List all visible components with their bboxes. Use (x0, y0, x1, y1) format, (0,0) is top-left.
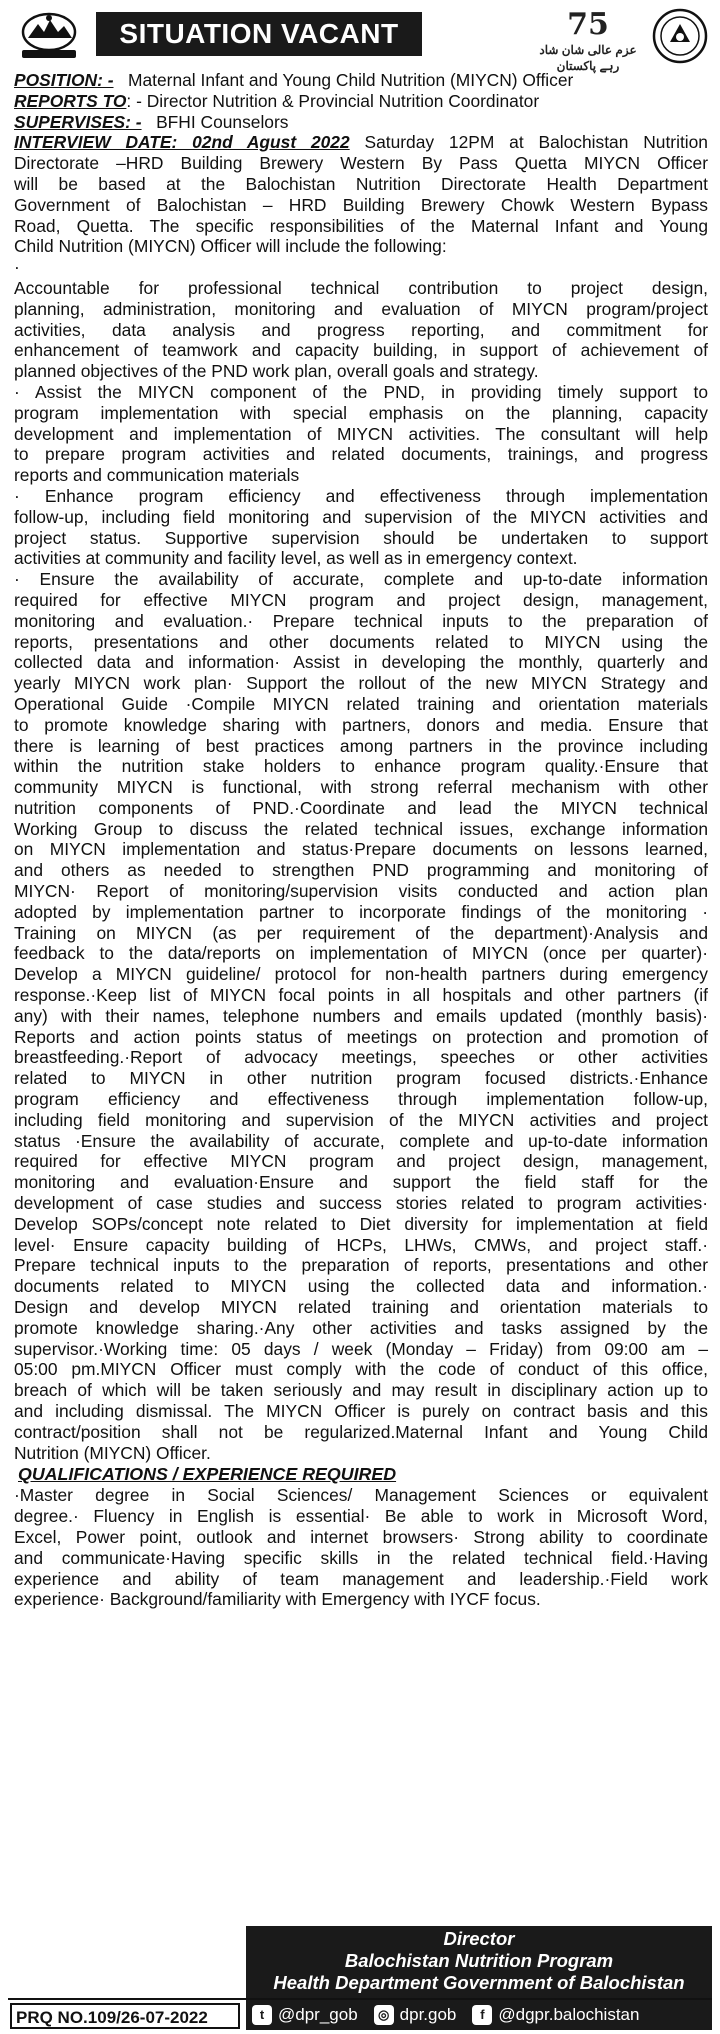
text-line: planned objectives of the PND work plan, overall goals and strategy. (14, 361, 539, 382)
text-line: breastfeeding.·Report of advocacy meetings, speeches or other activities (14, 1047, 708, 1068)
text-line: level· Ensure capacity building of HCPs, LHWs, CMWs, and project staff.· (14, 1234, 708, 1255)
supervises-label: SUPERVISES: - (14, 111, 142, 132)
text-line: Develop SOPs/concept note related to Diet diversity for implementation at field (14, 1213, 708, 1234)
facebook-icon: f (472, 2005, 492, 2025)
text-line: development and implementation of MIYCN activities. The consultant will help (14, 423, 708, 444)
prq-number: PRQ NO.109/26-07-2022 (10, 2003, 240, 2029)
logo-75-number: 75 (567, 7, 609, 42)
header (8, 6, 712, 73)
text-line: nutrition components of PND.·Coordinate and lead the MIYCN technical (14, 797, 708, 818)
text-line: reports and communication materials (14, 465, 300, 486)
interview-row (14, 132, 708, 153)
interview-date-label: INTERVIEW DATE: 02nd Agust 2022 (14, 132, 350, 153)
text-line: status ·Ensure the availability of accurate, complete and up-to-date information (14, 1130, 708, 1151)
text-line: Design and develop MIYCN related training and orientation materials to (14, 1297, 708, 1318)
position-row (14, 70, 708, 91)
advertisement-page (8, 6, 712, 2028)
text-line: Prepare technical inputs to the preparation of reports, presentations and other (14, 1255, 708, 1276)
text-line: Working Group to discuss the related technical issues, exchange information (14, 818, 708, 839)
text-line: any) with their names, telephone numbers and emails updated (monthly basis)· (14, 1005, 708, 1026)
text-line: activities at community and facility level, as well as in emergency context. (14, 548, 578, 569)
social-links (246, 2000, 712, 2030)
text-line: experience and ability of team management and leadership.·Field work (14, 1568, 708, 1589)
text-line: monitoring and evaluation·Ensure and support the field staff for the (14, 1172, 708, 1193)
text-line: MIYCN· Report of monitoring/supervision visits conducted and action plan (14, 881, 708, 902)
twitter-icon: t (252, 2005, 272, 2025)
text-line: within the nutrition stake holders to enhance program quality.·Ensure that (14, 756, 708, 777)
text-line: on MIYCN implementation and status·Prepare documents on lessons learned, (14, 839, 708, 860)
text-line: breach of which will be taken seriously and may result in disciplinary action up to (14, 1380, 708, 1401)
page-title: SITUATION VACANT (96, 12, 422, 56)
text-line: yearly MIYCN work plan· Support the rollout of the new MIYCN Strategy and (14, 673, 708, 694)
text-line: · Enhance program efficiency and effectiveness through implementation (14, 485, 708, 506)
responsibilities-text (14, 153, 708, 1463)
text-line: will be based at the Balochistan Nutrition Directorate Health Department (14, 173, 708, 194)
text-line: supervisor.·Working time: 05 days / week (Monday – Friday) from 09:00 am – (14, 1338, 708, 1359)
qualifications-heading: QUALIFICATIONS / EXPERIENCE REQUIRED (18, 1464, 397, 1485)
text-line: documents related to MIYCN using the collected data and information.· (14, 1276, 708, 1297)
text-line: 05:00 pm.MIYCN Officer must comply with the code of conduct of this office, (14, 1359, 708, 1380)
twitter-handle[interactable]: @dpr_gob (278, 2005, 358, 2024)
reports-to-label: REPORTS TO (14, 90, 127, 111)
supervises-value: BFHI Counselors (156, 111, 289, 132)
text-line: including field monitoring and supervision of the MIYCN activities and project (14, 1109, 708, 1130)
health-department-seal-icon (652, 8, 708, 64)
text-line: and others as needed to strengthen PND programming and monitoring of (14, 860, 708, 881)
signature-title: Director (443, 1928, 515, 1949)
footer (8, 1998, 712, 2030)
facebook-handle[interactable]: @dgpr.balochistan (498, 2005, 640, 2024)
text-line: Directorate –HRD Building Brewery Western By Pass Quetta MIYCN Officer (14, 153, 708, 174)
text-line: Operational Guide ·Compile MIYCN related training and orientation materials (14, 693, 708, 714)
text-line: and including dismissal. The MIYCN Officer is purely on contract basis and this (14, 1401, 708, 1421)
text-line: reports, presentations and other documents related to MIYCN using the (14, 631, 708, 652)
text-line: Develop a MIYCN guideline/ protocol for non-health partners during emergency (14, 964, 708, 985)
text-line: · (14, 257, 20, 278)
text-line: Government of Balochistan – HRD Building Brewery Chowk Western Bypass (14, 194, 708, 215)
text-line: · Ensure the availability of accurate, complete and up-to-date information (14, 569, 708, 590)
text-line: and communicate·Having specific skills in the related technical field.·Having (14, 1547, 708, 1568)
interview-details: Saturday 12PM at Balochistan Nutrition (349, 132, 708, 153)
text-line: feedback to the data/reports on implementation of MIYCN (once per quarter)· (14, 943, 708, 964)
text-line: · Assist the MIYCN component of the PND, in providing timely support to (14, 381, 708, 402)
pakistan-75-logo (528, 7, 648, 73)
text-line: experience· Background/familiarity with Emergency with IYCF focus. (14, 1589, 541, 1610)
text-line: adopted by implementation partner to incorporate findings of the monitoring · (14, 901, 708, 922)
logo-75-urdu-text: عزم عالی شان شاد رہے پاکستان (539, 43, 637, 73)
text-line: Training on MIYCN (as per requirement of the department)·Analysis and (14, 922, 708, 943)
position-label: POSITION: - (14, 70, 114, 90)
text-line: to prepare program activities and related documents, trainings, and progress (14, 444, 708, 465)
text-line: Excel, Power point, outlook and internet browsers· Strong ability to coordinate (14, 1526, 708, 1547)
text-line: contract/position shall not be regularized.Maternal Infant and Young Child (14, 1421, 708, 1442)
text-line: follow-up, including field monitoring and supervision of the MIYCN activities and (14, 506, 708, 527)
text-line: enhancement of teamwork and capacity building, in support of achievement of (14, 340, 708, 361)
text-line: Child Nutrition (MIYCN) Officer will include the following: (14, 236, 447, 257)
position-value: Maternal Infant and Young Child Nutrition (MIYCN) Officer (128, 70, 574, 90)
text-line: Reports and action points status of meetings on protection and promotion of (14, 1026, 708, 1047)
text-line: there is learning of best practices among partners in the province including (14, 735, 708, 756)
text-line: activities, data analysis and progress reporting, and commitment for (14, 319, 708, 340)
text-line: required for effective MIYCN program and project design, management, (14, 1151, 708, 1172)
text-line: program implementation with special emphasis on the planning, capacity (14, 402, 708, 423)
text-line: community MIYCN is functional, with strong referral mechanism with other (14, 777, 708, 798)
text-line: monitoring and evaluation.· Prepare technical inputs to the preparation of (14, 610, 708, 631)
text-line: Road, Quetta. The specific responsibilities of the Maternal Infant and Young (14, 215, 708, 236)
instagram-handle[interactable]: dpr.gob (399, 2005, 457, 2024)
text-line: collected data and information· Assist in developing the monthly, quarterly and (14, 652, 708, 673)
text-line: response.·Keep list of MIYCN focal points in all hospitals and other partners (if (14, 985, 708, 1006)
text-line: degree.· Fluency in English is essential· Be able to work in Microsoft Word, (14, 1506, 708, 1527)
text-line: development of case studies and success stories related to program activities· (14, 1193, 708, 1214)
text-line: related to MIYCN in other nutrition program focused districts.·Enhance (14, 1068, 708, 1089)
text-line: Nutrition (MIYCN) Officer. (14, 1442, 211, 1463)
instagram-icon: ◎ (374, 2005, 394, 2025)
reports-to-value: : - Director Nutrition & Provincial Nutrition Coordinator (126, 90, 540, 111)
text-line: promote knowledge sharing.·Any other activities and tasks assigned by the (14, 1317, 708, 1338)
text-line: program efficiency and effectiveness through implementation follow-up, (14, 1089, 708, 1110)
reports-to-row (14, 91, 708, 112)
supervises-row (14, 112, 708, 133)
signature-department: Health Department Government of Balochistan (273, 1972, 685, 1993)
government-logo-icon (14, 10, 84, 62)
main-content (14, 70, 708, 1610)
text-line: ·Master degree in Social Sciences/ Management Sciences or equivalent (14, 1485, 708, 1506)
text-line: to promote knowledge sharing with partners, donors and media. Ensure that (14, 714, 708, 735)
signature-program: Balochistan Nutrition Program (344, 1950, 614, 1971)
text-line: Accountable for professional technical contribution to project design, (14, 277, 708, 298)
text-line: project status. Supportive supervision should be undertaken to support (14, 527, 708, 548)
qualifications-text (14, 1485, 708, 1610)
text-line: planning, administration, monitoring and evaluation of MIYCN program/project (14, 298, 708, 319)
text-line: required for effective MIYCN program and project design, management, (14, 589, 708, 610)
